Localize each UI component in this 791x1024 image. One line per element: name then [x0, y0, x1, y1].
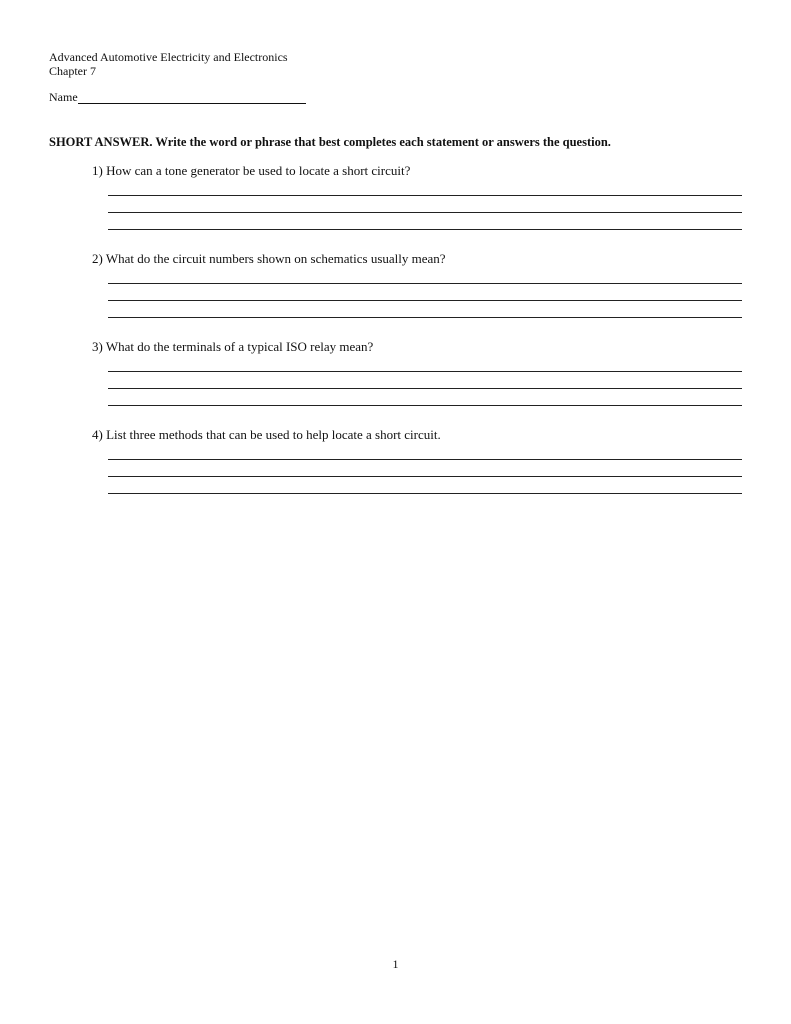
question-3: [92, 339, 742, 355]
instructions: SHORT ANSWER. Write the word or phrase that best completes each statement or answers the question.: [49, 135, 611, 149]
answer-line[interactable]: [108, 283, 742, 284]
question-2: [92, 251, 742, 267]
question-4-text: 4) List three methods that can be used to help locate a short circuit.: [92, 427, 441, 442]
answer-line[interactable]: [108, 300, 742, 301]
answer-line[interactable]: [108, 229, 742, 230]
name-label: Name: [49, 90, 78, 104]
answer-line[interactable]: [108, 212, 742, 213]
name-row: [49, 90, 306, 104]
answer-line[interactable]: [108, 371, 742, 372]
question-4: [92, 427, 742, 443]
answer-line[interactable]: [108, 459, 742, 460]
question-1-text: 1) How can a tone generator be used to locate a short circuit?: [92, 163, 411, 178]
question-1: [92, 163, 742, 179]
question-2-text: 2) What do the circuit numbers shown on schematics usually mean?: [92, 251, 446, 266]
answer-line[interactable]: [108, 405, 742, 406]
answer-line[interactable]: [108, 195, 742, 196]
course-title: Advanced Automotive Electricity and Electronics: [49, 50, 288, 64]
chapter-label: Chapter 7: [49, 64, 96, 78]
answer-line[interactable]: [108, 388, 742, 389]
question-3-text: 3) What do the terminals of a typical ISO relay mean?: [92, 339, 374, 354]
answer-line[interactable]: [108, 317, 742, 318]
page-number: 1: [392, 957, 399, 971]
name-field[interactable]: [78, 91, 306, 104]
answer-line[interactable]: [108, 493, 742, 494]
answer-line[interactable]: [108, 476, 742, 477]
